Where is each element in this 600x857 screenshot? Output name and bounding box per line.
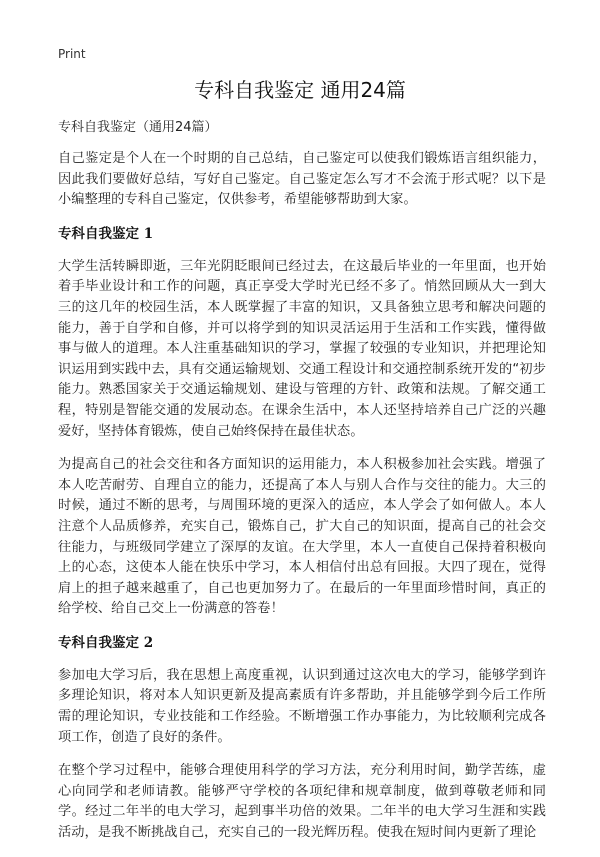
article-body	[58, 118, 546, 857]
section-heading: 专科自我鉴定 2	[58, 634, 154, 651]
section-paragraph: 大学生活转瞬即逝，三年光阴眨眼间已经过去，在这最后毕业的一年里面，也开始着手毕业设计和工作的问题，真正享受大学时光已经不多了。悄然回顾从大一到大三的这几年的校园生活，本人既掌握了丰富的知识，又具备独立思考和解决问题的能力，善于自学和自修，并可以将学到的知识灵活运用于生活和工作实践，懂得做事与做人的道理。本人注重基础知识的学习，掌握了较强的专业知识，并把理论知识运用到实践中去，具有交通运输规划、交通工程设计和交通控制系统开发的“初步能力。熟悉国家关于交通运输规划、建设与管理的方针、政策和法规。了解交通工程，特别是智能交通的发展动态。在课余生活中，本人还坚持培养自己广泛的兴趣爱好，坚持体育锻炼，使自己始终保持在最佳状态。	[58, 258, 546, 439]
section-paragraph: 在整个学习过程中，能够合理使用科学的学习方法，充分利用时间，勤学苦练，虚心向同学和老师请教。能够严守学校的各项纪律和规章制度，做到尊敬老师和同学。经过二年半的电大学习，起到事半功倍的效果。二年半的电大学习生涯和实践活动，是我不断挑战自己，充实自己的一段光辉历程。使我在短时间内更新了理论	[58, 763, 546, 841]
intro-paragraph: 自己鉴定是个人在一个时期的自己总结，自己鉴定可以使我们锻炼语言组织能力，因此我们要做好总结，写好自己鉴定。自己鉴定怎么写才不会流于形式呢？以下是小编整理的专科自己鉴定，仅供参考，希望能够帮助到大家。	[58, 151, 546, 208]
section-paragraph: 为提高自己的社会交往和各方面知识的运用能力，本人积极参加社会实践。增强了本人吃苦耐劳、自理自立的能力，还提高了本人与别人合作与交往的能力。大三的时候，通过不断的思考，与周围环境的更深入的适应，本人学会了如何做人。本人注意个人品质修养，充实自己，锻炼自己，扩大自己的知识面，提高自己的社会交往能力，与班级同学建立了深厚的友谊。在大学里，本人一直使自己保持着积极向上的心态，这使本人能在快乐中学习，本人相信付出总有回报。大四了现在，觉得肩上的担子越来越重了，自己也更加努力了。在最后的一年里面珍惜时间，真正的给学校、给自己交上一份满意的答卷！	[58, 457, 546, 617]
print-link[interactable]: Print	[58, 47, 86, 61]
article-subtitle: 专科自我鉴定（通用24篇）	[58, 120, 218, 135]
section-heading: 专科自我鉴定 1	[58, 225, 154, 242]
section-1	[58, 224, 546, 620]
document-title: 专科自我鉴定 通用24篇	[194, 78, 406, 102]
section-2	[58, 633, 546, 844]
section-paragraph: 参加电大学习后，我在思想上高度重视，认识到通过这次电大的学习，能够学到许多理论知识，将对本人知识更新及提高素质有许多帮助，并且能够学到今后工作所需的理论知识，专业技能和工作经验。不断增强工作办事能力，为比较顺利完成各项工作，创造了良好的条件。	[58, 667, 546, 745]
